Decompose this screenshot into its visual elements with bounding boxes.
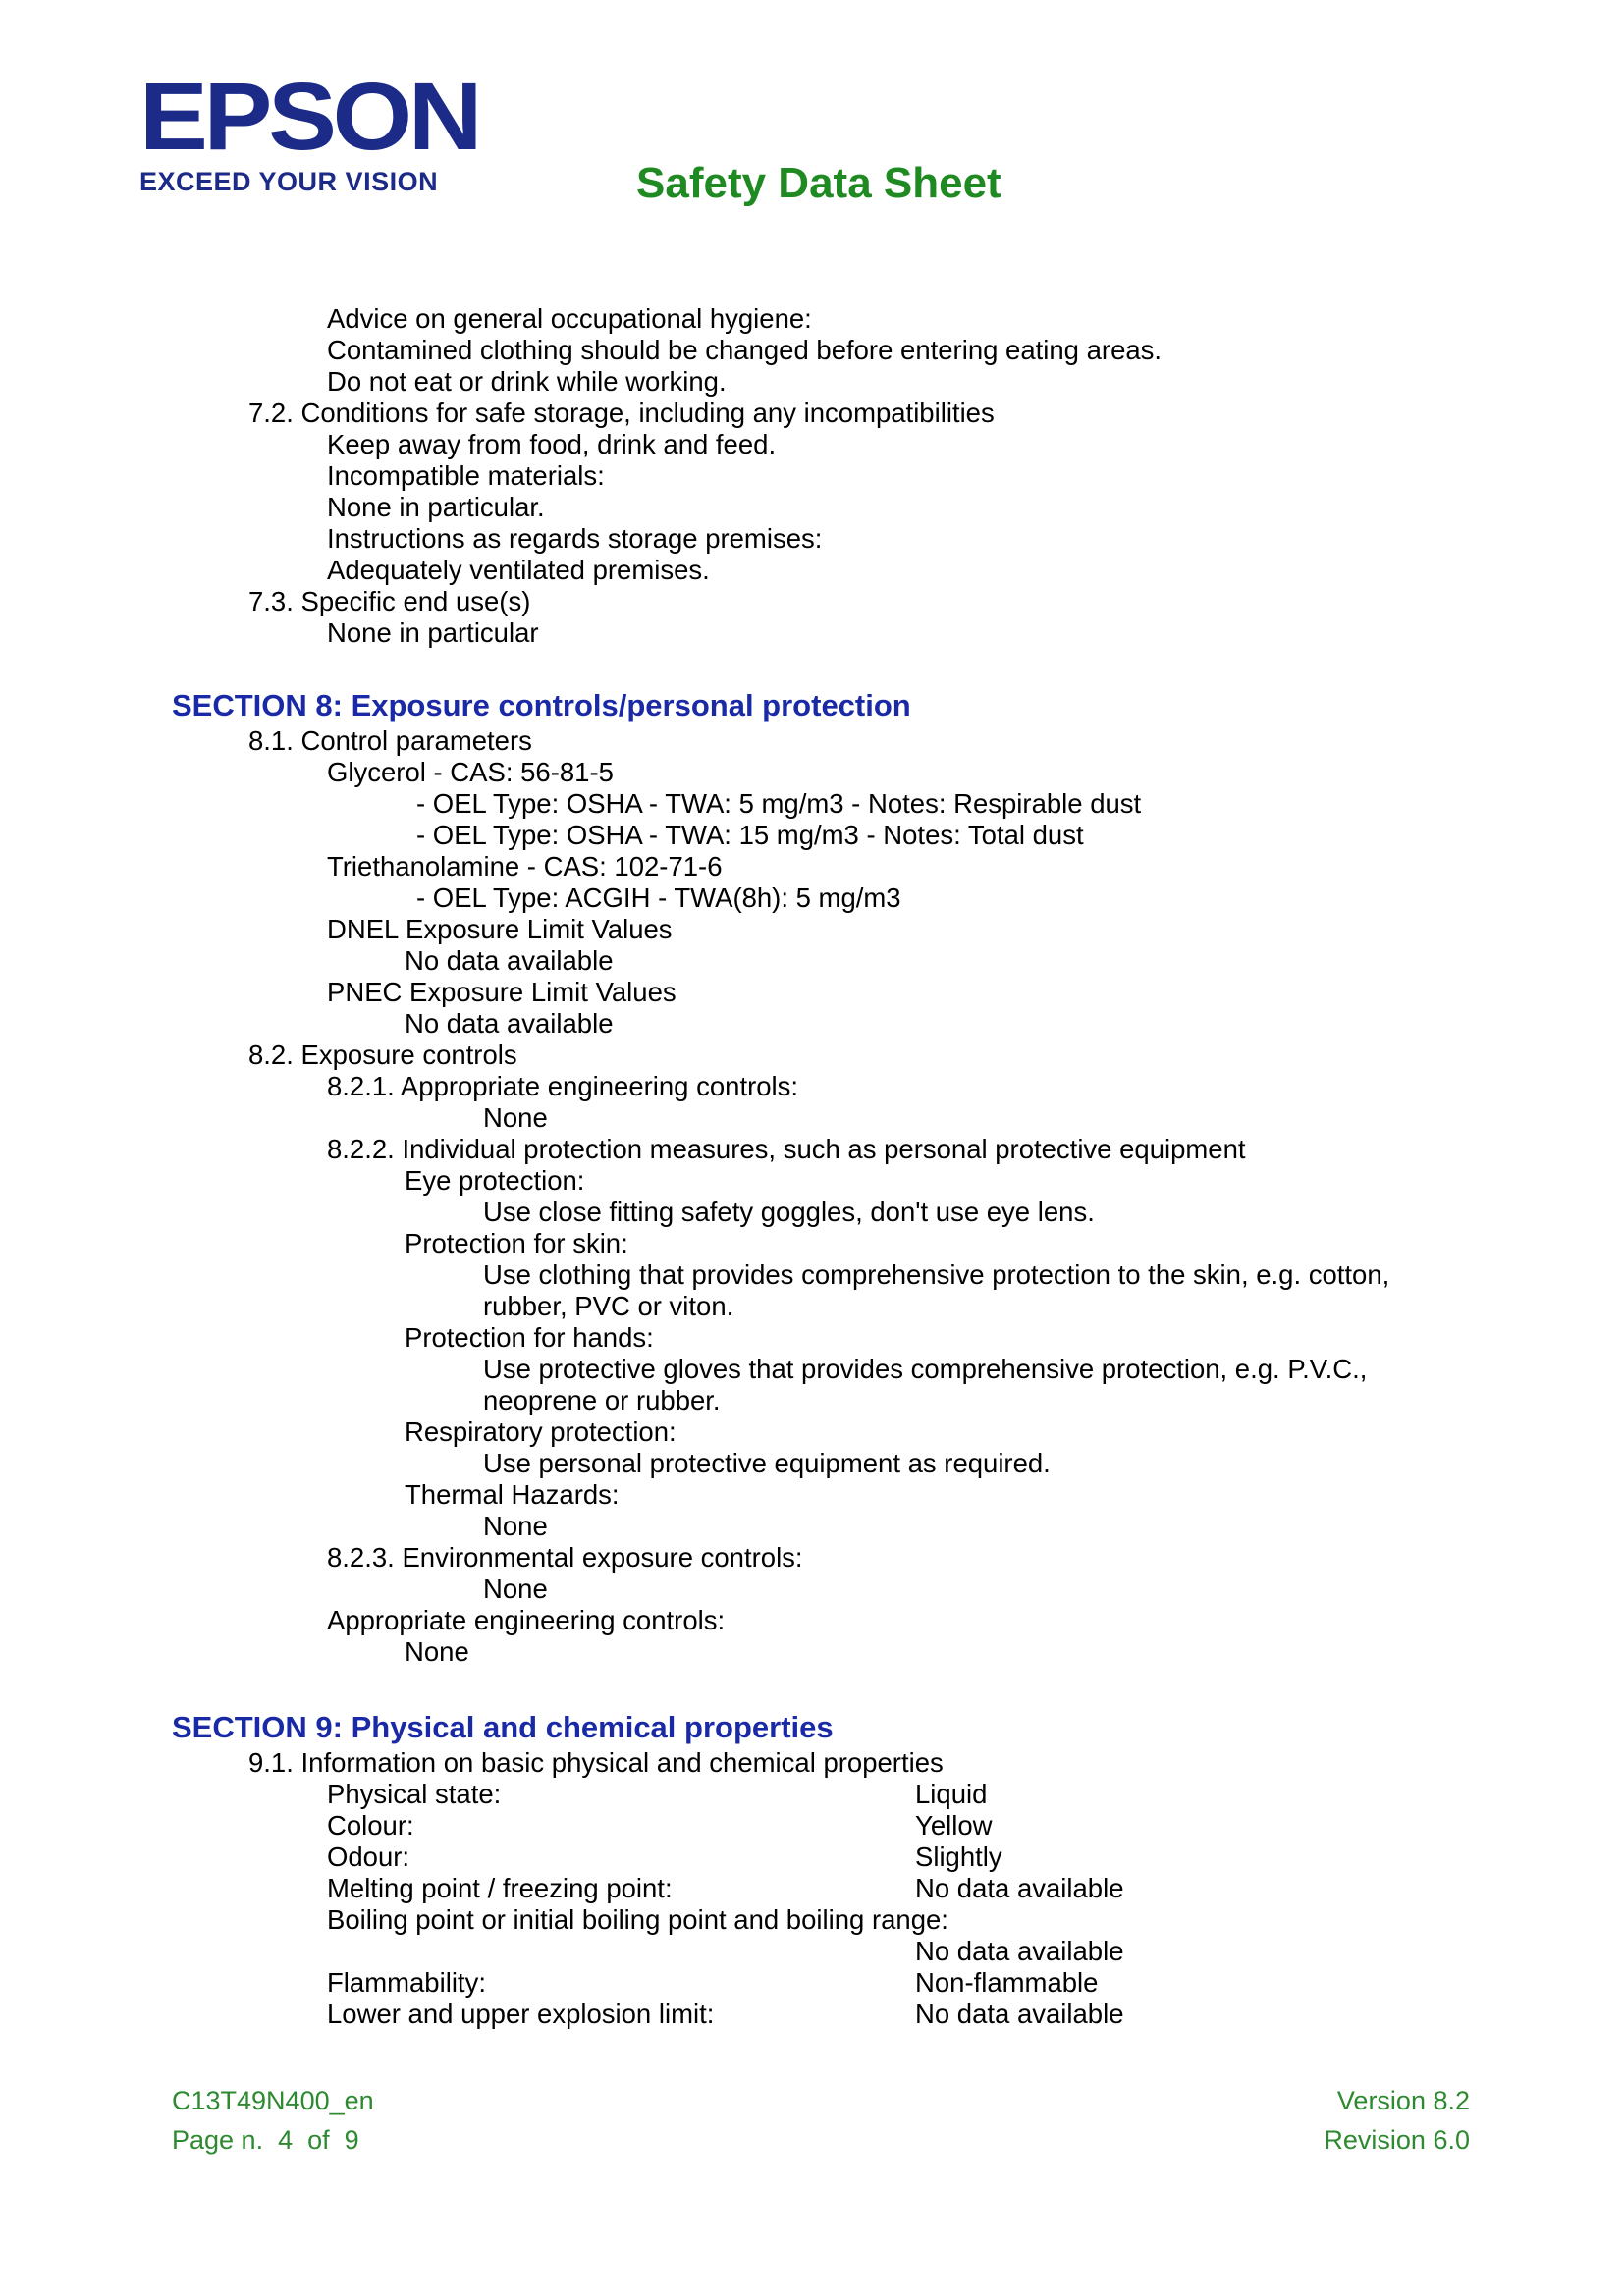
property-value: No data available [915,1936,1124,1966]
section-9-heading: SECTION 9: Physical and chemical properties [172,1710,834,1744]
footer-page-number: Page n. 4 of 9 [172,2125,359,2155]
text-line: 8.2.3. Environmental exposure controls: [327,1542,803,1573]
text-line: Keep away from food, drink and feed. [327,429,777,459]
text-line: Thermal Hazards: [405,1479,620,1510]
section-8-heading: SECTION 8: Exposure controls/personal protection [172,688,911,722]
value-text: No data available [405,1008,614,1039]
value-text: Use close fitting safety goggles, don't use eye lens. [483,1197,1095,1227]
text-line: Incompatible materials: [327,460,605,491]
property-label: Physical state: [327,1779,502,1809]
value-text: No data available [405,945,614,976]
subsection-heading: 7.2. Conditions for safe storage, including any incompatibilities [248,398,995,428]
text-line: Respiratory protection: [405,1416,677,1447]
text-line: PNEC Exposure Limit Values [327,977,677,1007]
property-label: Melting point / freezing point: [327,1873,673,1903]
property-label: Lower and upper explosion limit: [327,1999,715,2029]
document-title: Safety Data Sheet [636,159,1001,207]
substance-name: Triethanolamine - CAS: 102-71-6 [327,851,723,881]
text-line: Protection for hands: [405,1322,654,1353]
value-text: None [405,1636,469,1667]
oel-entry: - OEL Type: OSHA - TWA: 15 mg/m3 - Notes: Total dust [416,820,1084,850]
text-line: 8.2.1. Appropriate engineering controls: [327,1071,799,1101]
property-value: No data available [915,1999,1124,2029]
text-line: Do not eat or drink while working. [327,366,727,397]
footer-revision: Revision 6.0 [1324,2125,1470,2155]
property-value: Yellow [915,1810,993,1841]
value-text: Use personal protective equipment as required. [483,1448,1051,1478]
property-value: Slightly [915,1842,1002,1872]
subsection-heading: 7.3. Specific end use(s) [248,586,531,616]
text-line: None in particular. [327,492,545,522]
text-line: DNEL Exposure Limit Values [327,914,673,944]
text-line: Adequately ventilated premises. [327,555,710,585]
text-line: Instructions as regards storage premises: [327,523,823,554]
oel-entry: - OEL Type: ACGIH - TWA(8h): 5 mg/m3 [416,882,901,913]
text-line: Appropriate engineering controls: [327,1605,726,1635]
text-line: Contamined clothing should be changed before entering eating areas. [327,335,1163,365]
footer-version: Version 8.2 [1336,2086,1470,2115]
substance-name: Glycerol - CAS: 56-81-5 [327,757,614,787]
value-text: neoprene or rubber. [483,1385,721,1415]
subsection-heading: 9.1. Information on basic physical and chemical properties [248,1747,944,1778]
property-value: No data available [915,1873,1124,1903]
footer-doc-code: C13T49N400_en [172,2086,374,2115]
property-value: Liquid [915,1779,988,1809]
value-text: rubber, PVC or viton. [483,1291,734,1321]
text-line: Eye protection: [405,1165,585,1196]
property-value: Non-flammable [915,1967,1099,1998]
brand-tagline: EXCEED YOUR VISION [139,167,439,196]
property-label: Colour: [327,1810,414,1841]
subsection-heading: 8.2. Exposure controls [248,1040,517,1070]
brand-name: EPSON [139,63,479,170]
oel-entry: - OEL Type: OSHA - TWA: 5 mg/m3 - Notes: Respirable dust [416,788,1142,819]
value-text: None [483,1102,548,1133]
epson-logo [139,63,479,197]
value-text: None [483,1511,548,1541]
text-line: Advice on general occupational hygiene: [327,303,812,334]
text-line: 8.2.2. Individual protection measures, such as personal protective equipment [327,1134,1246,1164]
value-text: Use protective gloves that provides comprehensive protection, e.g. P.V.C., [483,1354,1368,1384]
text-line: Protection for skin: [405,1228,628,1258]
value-text: None [483,1574,548,1604]
property-label: Odour: [327,1842,410,1872]
value-text: Use clothing that provides comprehensive protection to the skin, e.g. cotton, [483,1259,1390,1290]
subsection-heading: 8.1. Control parameters [248,725,532,756]
property-label: Flammability: [327,1967,486,1998]
property-label: Boiling point or initial boiling point and boiling range: [327,1904,948,1935]
text-line: None in particular [327,617,539,648]
